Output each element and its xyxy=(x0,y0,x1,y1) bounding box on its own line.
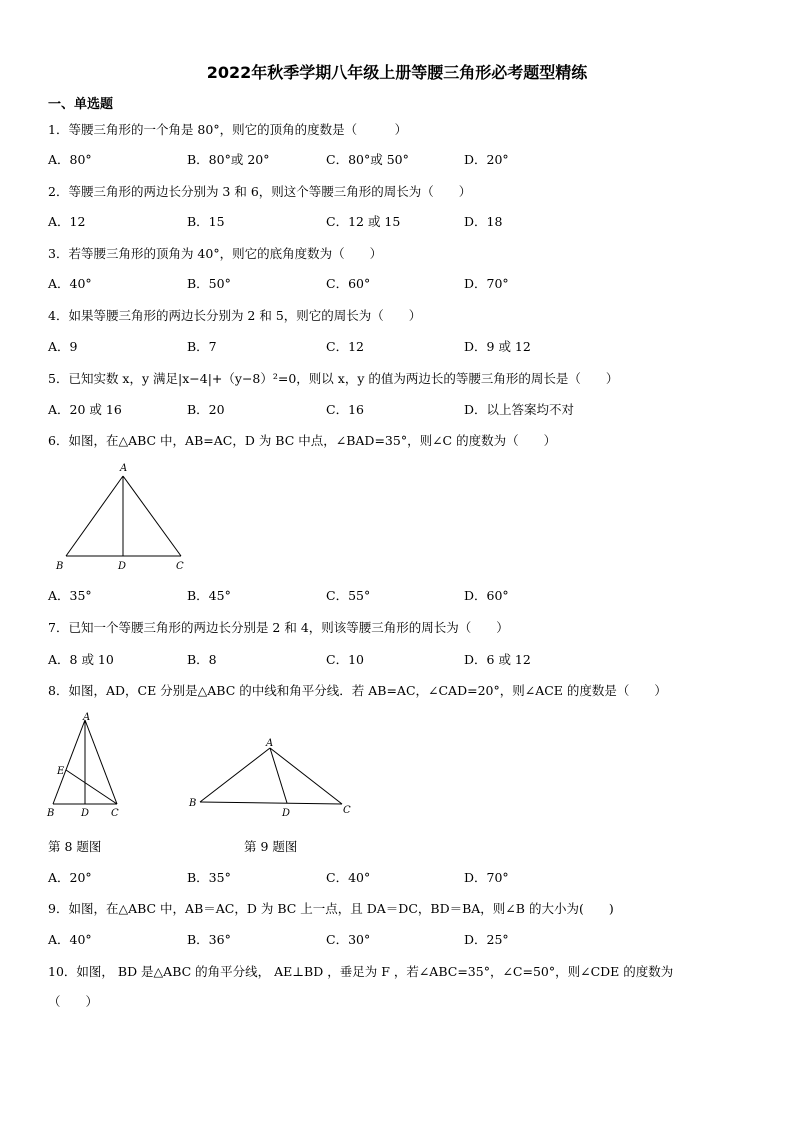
option-c: C．16 xyxy=(326,402,364,417)
figure-8-caption: 第 8 题图 xyxy=(48,839,102,854)
question-1-options xyxy=(48,150,608,168)
option-a: A．35° xyxy=(48,588,92,603)
vertex-label-e: E xyxy=(57,766,65,777)
segment-ab xyxy=(200,748,270,802)
segment-ad xyxy=(270,748,287,803)
option-c: C．10 xyxy=(326,652,364,667)
option-c: C．55° xyxy=(326,588,371,603)
option-d: D．60° xyxy=(464,588,509,603)
option-c: C．30° xyxy=(326,932,371,947)
option-a: A．40° xyxy=(48,932,92,947)
segment-ab xyxy=(66,476,123,556)
segment-ac xyxy=(123,476,181,556)
question-4-stem: 4．如果等腰三角形的两边长分别为 2 和 5，则它的周长为（ ） xyxy=(48,308,422,323)
vertex-label-b: B xyxy=(189,798,197,809)
option-d: D．以上答案均不对 xyxy=(464,402,575,417)
section-heading: 一、单选题 xyxy=(48,97,114,112)
question-8-options xyxy=(48,868,608,886)
vertex-label-c: C xyxy=(343,805,351,816)
option-d: D．20° xyxy=(464,152,509,167)
option-d: D．18 xyxy=(464,214,503,229)
option-d: D．9 或 12 xyxy=(464,339,531,354)
question-3-options xyxy=(48,274,608,292)
vertex-label-d: D xyxy=(118,561,127,572)
option-c: C．40° xyxy=(326,870,371,885)
question-8-stem: 8．如图，AD，CE 分别是△ABC 的中线和角平分线．若 AB=AC，∠CAD=20°，则∠ACE 的度数是（ ） xyxy=(48,683,667,698)
vertex-label-b: B xyxy=(47,808,55,819)
option-d: D．25° xyxy=(464,932,509,947)
option-a: A．20 或 16 xyxy=(48,402,122,417)
option-b: B．20 xyxy=(187,402,225,417)
question-7-stem: 7．已知一个等腰三角形的两边长分别是 2 和 4，则该等腰三角形的周长为（ ） xyxy=(48,620,509,635)
option-c: C．12 xyxy=(326,339,364,354)
question-10-answer-bracket: （ ） xyxy=(48,994,99,1009)
question-6-stem: 6．如图，在△ABC 中，AB=AC，D 为 BC 中点，∠BAD=35°，则∠C 的度数为（ ） xyxy=(48,433,557,448)
option-a: A．8 或 10 xyxy=(48,652,114,667)
figure-q9-triangle xyxy=(186,734,362,822)
option-d: D．70° xyxy=(464,276,509,291)
option-c: C．60° xyxy=(326,276,371,291)
option-d: D．6 或 12 xyxy=(464,652,531,667)
option-b: B．7 xyxy=(187,339,217,354)
question-5-options xyxy=(48,400,608,418)
option-a: A．80° xyxy=(48,152,92,167)
question-6-options xyxy=(48,586,608,604)
option-a: A．20° xyxy=(48,870,92,885)
option-a: A．9 xyxy=(48,339,78,354)
option-b: B．50° xyxy=(187,276,231,291)
figure-9-caption: 第 9 题图 xyxy=(244,839,298,854)
vertex-label-a: A xyxy=(266,738,274,749)
vertex-label-d: D xyxy=(282,808,291,819)
option-c: C．80°或 50° xyxy=(326,152,409,167)
option-a: A．12 xyxy=(48,214,86,229)
option-d: D．70° xyxy=(464,870,509,885)
question-10-stem: 10．如图， BD 是△ABC 的角平分线， AE⊥BD ，垂足为 F ，若∠ABC=35°，∠C=50°，则∠CDE 的度数为 xyxy=(48,964,674,979)
option-b: B．36° xyxy=(187,932,231,947)
vertex-label-c: C xyxy=(176,561,184,572)
option-b: B．35° xyxy=(187,870,231,885)
question-4-options xyxy=(48,337,608,355)
question-2-options xyxy=(48,212,608,230)
vertex-label-d: D xyxy=(81,808,90,819)
figure-q8-triangle xyxy=(44,708,134,823)
segment-ab xyxy=(53,720,85,804)
vertex-label-c: C xyxy=(111,808,119,819)
segment-ac xyxy=(270,748,342,804)
vertex-label-a: A xyxy=(83,712,91,723)
question-3-stem: 3．若等腰三角形的顶角为 40°，则它的底角度数为（ ） xyxy=(48,246,383,261)
option-b: B．45° xyxy=(187,588,231,603)
question-5-stem: 5．已知实数 x，y 满足|x−4|+（y−8）²=0，则以 x，y 的值为两边长的等腰三角形的周长是（ ） xyxy=(48,371,619,386)
segment-ac xyxy=(85,720,117,804)
question-7-options xyxy=(48,650,608,668)
segment-ce xyxy=(66,770,117,804)
vertex-label-a: A xyxy=(120,463,128,474)
option-b: B．15 xyxy=(187,214,225,229)
question-2-stem: 2．等腰三角形的两边长分别为 3 和 6，则这个等腰三角形的周长为（ ） xyxy=(48,184,472,199)
vertex-label-b: B xyxy=(56,561,64,572)
question-1-stem: 1．等腰三角形的一个角是 80°，则它的顶角的度数是（ ） xyxy=(48,122,408,137)
option-c: C．12 或 15 xyxy=(326,214,401,229)
option-b: B．8 xyxy=(187,652,217,667)
segment-bc xyxy=(200,802,342,804)
figure-q6-triangle xyxy=(50,458,200,573)
option-a: A．40° xyxy=(48,276,92,291)
question-9-options xyxy=(48,930,608,948)
option-b: B．80°或 20° xyxy=(187,152,270,167)
question-9-stem: 9．如图，在△ABC 中，AB＝AC，D 为 BC 上一点，且 DA＝DC，BD＝BA，则∠B 的大小为( ) xyxy=(48,901,614,916)
page-title: 2022年秋季学期八年级上册等腰三角形必考题型精练 xyxy=(206,63,588,82)
